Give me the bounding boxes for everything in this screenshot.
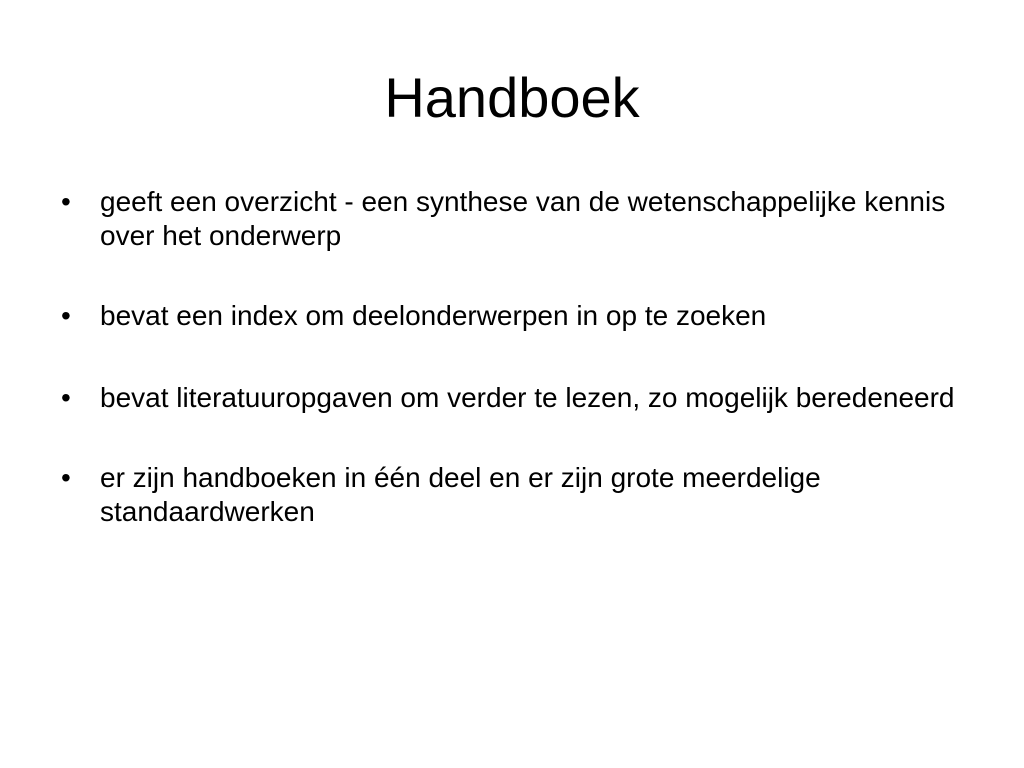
bullet-item-1: [55, 185, 975, 253]
bullet-marker: •: [61, 382, 71, 413]
bullet-item-3: [55, 381, 975, 415]
bullet-text: er zijn handboeken in één deel en er zijn grote meerdelige standaardwerken: [100, 462, 821, 527]
bullet-marker: •: [61, 186, 71, 217]
bullet-marker: •: [61, 462, 71, 493]
bullet-item-4: [55, 461, 975, 529]
bullet-text: bevat een index om deelonderwerpen in op te zoeken: [100, 300, 767, 331]
bullet-item-2: [55, 299, 975, 333]
bullet-marker: •: [61, 300, 71, 331]
bullet-text: geeft een overzicht - een synthese van de wetenschappelijke kennis over het onderwerp: [100, 186, 946, 251]
slide-title: Handboek: [384, 66, 640, 129]
bullet-list: [55, 185, 975, 575]
bullet-text: bevat literatuuropgaven om verder te lezen, zo mogelijk beredeneerd: [100, 382, 955, 413]
